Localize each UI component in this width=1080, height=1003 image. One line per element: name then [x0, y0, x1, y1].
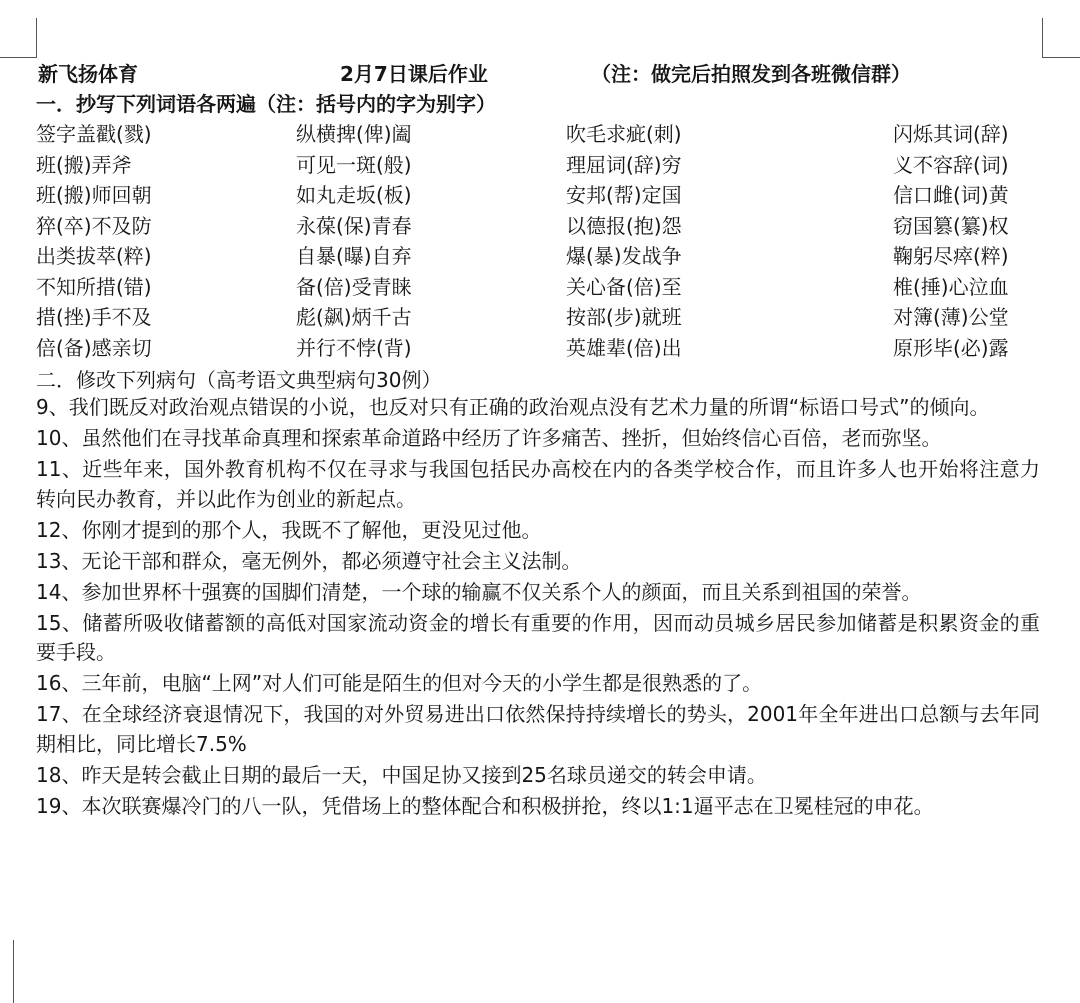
submission-note: （注：做完后拍照发到各班微信群）	[591, 62, 911, 86]
word-item: 自暴(曝)自弃	[296, 244, 412, 268]
word-item: 对簿(薄)公堂	[893, 305, 1009, 329]
sentence-item: 10、虽然他们在寻找革命真理和探索革命道路中经历了许多痛苦、挫折，但始终信心百倍，老而弥坚。	[36, 426, 942, 450]
sentence-item: 11、近些年来，国外教育机构不仅在寻求与我国包括民办高校在内的各类学校合作，而且许多人也开始将注意力转向民办教育，并以此作为创业的新起点。	[36, 457, 1040, 511]
sentence-item: 9、我们既反对政治观点错误的小说，也反对只有正确的政治观点没有艺术力量的所谓“标语口号式”的倾向。	[36, 395, 990, 419]
word-item: 安邦(帮)定国	[566, 183, 682, 207]
word-item: 倍(备)感亲切	[36, 335, 152, 360]
word-item: 并行不悖(背)	[296, 335, 412, 360]
word-item: 措(挫)手不及	[36, 305, 152, 329]
word-item: 签字盖戳(戮)	[36, 122, 152, 146]
crop-mark-bottom-left-vertical	[13, 940, 14, 1003]
word-item: 备(倍)受青睐	[296, 274, 412, 299]
school-name: 新飞扬体育	[38, 62, 138, 86]
word-grid	[36, 116, 1070, 360]
word-item: 理屈词(辞)穷	[566, 152, 682, 177]
word-item: 信口雌(词)黄	[893, 183, 1009, 207]
word-row	[36, 238, 1070, 269]
sentence-item: 19、本次联赛爆冷门的八一队，凭借场上的整体配合和积极拼抢，终以1:1逼平志在卫冕桂冠的申花。	[36, 793, 934, 818]
section-two-heading: 二．修改下列病句（高考语文典型病句30例）	[36, 368, 442, 392]
word-item: 不知所措(错)	[36, 274, 152, 299]
word-item: 按部(步)就班	[566, 305, 682, 329]
document-header	[38, 58, 1060, 88]
word-row	[36, 177, 1070, 208]
word-item: 彪(飙)炳千古	[296, 305, 412, 329]
word-item: 爆(暴)发战争	[566, 244, 682, 268]
word-item: 班(搬)弄斧	[36, 152, 132, 177]
sentence-item: 17、在全球经济衰退情况下，我国的对外贸易进出口依然保持持续增长的势头，2001年全年进出口总额与去年同期相比，同比增长7.5%	[36, 702, 1040, 756]
word-item: 闪烁其词(辞)	[893, 122, 1009, 146]
word-item: 出类拔萃(粹)	[36, 244, 152, 268]
word-item: 关心备(倍)至	[566, 274, 682, 299]
sentence-item: 13、无论干部和群众，毫无例外，都必须遵守社会主义法制。	[36, 548, 582, 573]
word-row	[36, 330, 1070, 361]
word-item: 鞠躬尽瘁(粹)	[893, 244, 1009, 268]
word-row	[36, 147, 1070, 178]
sentence-item: 18、昨天是转会截止日期的最后一天，中国足协又接到25名球员递交的转会申请。	[36, 762, 767, 787]
word-row	[36, 208, 1070, 239]
crop-mark-top-right-vertical	[1042, 18, 1043, 58]
sentence-item: 14、参加世界杯十强赛的国脚们清楚，一个球的输赢不仅关系个人的颜面，而且关系到祖国的荣誉。	[36, 579, 922, 604]
sentence-item: 16、三年前，电脑“上网”对人们可能是陌生的但对今天的小学生都是很熟悉的了。	[36, 671, 763, 695]
word-item: 纵横捭(俾)阖	[296, 122, 412, 146]
word-item: 如丸走坂(板)	[296, 183, 412, 207]
crop-mark-top-left-vertical	[36, 18, 37, 58]
word-item: 义不容辞(词)	[893, 152, 1009, 177]
word-row	[36, 269, 1070, 300]
word-item: 吹毛求疵(刺)	[566, 122, 682, 146]
word-item: 原形毕(必)露	[893, 335, 1009, 360]
word-item: 椎(捶)心泣血	[893, 274, 1009, 299]
word-item: 猝(卒)不及防	[36, 213, 152, 238]
sentence-item: 12、你刚才提到的那个人，我既不了解他，更没见过他。	[36, 517, 542, 542]
word-item: 永葆(保)青春	[296, 213, 412, 238]
word-item: 以德报(抱)怨	[566, 213, 682, 238]
word-item: 窃国篡(纂)权	[893, 213, 1009, 238]
word-row	[36, 116, 1070, 147]
sentence-list	[36, 393, 1040, 823]
homework-title: 2月7日课后作业	[340, 62, 488, 86]
sentence-item: 15、储蓄所吸收储蓄额的高低对国家流动资金的增长有重要的作用，因而动员城乡居民参加储蓄是积累资金的重要手段。	[36, 610, 1040, 664]
crop-mark-top-left-horizontal	[0, 57, 37, 58]
word-item: 英雄辈(倍)出	[566, 335, 682, 360]
section-one-heading: 一．抄写下列词语各两遍（注：括号内的字为别字）	[36, 92, 496, 116]
word-item: 可见一斑(般)	[296, 152, 412, 177]
word-item: 班(搬)师回朝	[36, 183, 152, 207]
word-row	[36, 299, 1070, 330]
